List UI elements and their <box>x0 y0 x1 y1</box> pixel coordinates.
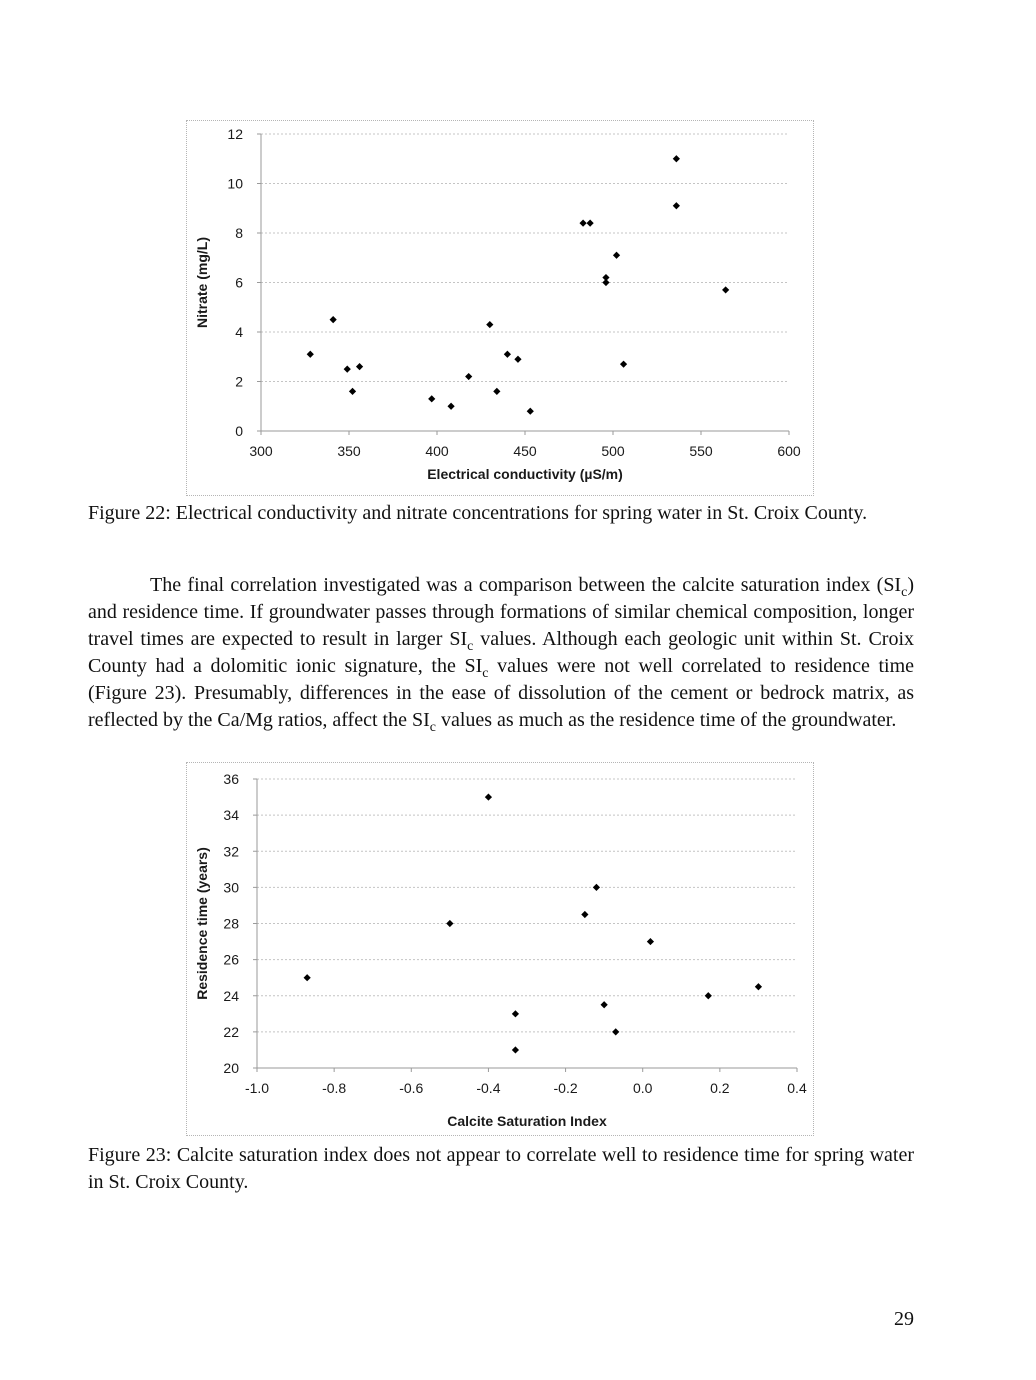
fig23-x-tick-label: 0.2 <box>710 1080 730 1096</box>
fig23-y-tick-label: 28 <box>223 915 239 932</box>
fig23-x-tick-label: 0.0 <box>632 1080 653 1096</box>
fig23-data-point <box>304 974 311 981</box>
fig23-data-point <box>581 911 588 918</box>
fig22-y-tick-label: 2 <box>235 373 243 390</box>
paragraph-text-3: values. Although each geologic unit within St. Croix County had a dolomitic ionic signature, the SI <box>88 628 914 677</box>
fig22-y-tick-label: 8 <box>235 225 243 241</box>
fig22-x-tick-label: 550 <box>689 443 713 459</box>
fig23-data-point <box>512 1010 519 1017</box>
fig23-x-tick-label: -0.8 <box>322 1080 347 1096</box>
fig22-x-tick-label: 350 <box>337 443 361 459</box>
fig22-y-tick-label: 12 <box>227 126 243 142</box>
fig23-y-tick-label: 22 <box>223 1023 239 1040</box>
fig23-x-tick-label: -0.2 <box>553 1080 578 1096</box>
fig22-x-tick-label: 600 <box>777 443 801 459</box>
fig23-y-tick-label: 30 <box>223 879 239 896</box>
fig22-y-tick-label: 10 <box>227 175 243 192</box>
fig22-x-tick-label: 500 <box>601 443 625 459</box>
paragraph-text-1: The final correlation investigated was a comparison between the calcite saturation index (SI <box>150 574 902 596</box>
paragraph-subscript-2: c <box>467 639 474 654</box>
fig23-x-axis-title: Calcite Saturation Index <box>447 1113 607 1129</box>
fig22-x-tick-label: 450 <box>513 443 537 459</box>
fig23-y-tick-label: 36 <box>223 771 239 787</box>
fig23-data-point <box>485 793 492 800</box>
fig23-data-point <box>755 983 762 990</box>
paragraph-text-5: values as much as the residence time of the groundwater. <box>435 709 897 731</box>
fig22-y-tick-label: 0 <box>235 423 243 439</box>
fig23-data-point <box>705 992 712 999</box>
fig22-x-tick-label: 400 <box>425 443 449 459</box>
fig23-data-point <box>593 884 600 891</box>
fig23-y-tick-label: 26 <box>223 951 239 968</box>
paragraph-subscript-4: c <box>429 720 436 735</box>
fig23-y-axis-title: Residence time (years) <box>194 847 210 1000</box>
fig23-data-point <box>601 1001 608 1008</box>
fig22-y-axis-title: Nitrate (mg/L) <box>194 237 210 328</box>
paragraph-text-4: values were not well correlated to residence time (Figure 23). Presumably, differences in the ease of dissolution of the cement or bedrock matrix, as reflected by the Ca/Mg ratios, affect the SI <box>88 655 915 731</box>
fig22-x-tick-label: 300 <box>249 443 273 459</box>
fig23-y-tick-label: 32 <box>223 843 239 860</box>
fig23-data-point <box>612 1028 619 1035</box>
fig23-x-tick-label: 0.4 <box>787 1080 807 1096</box>
fig23-x-tick-label: -0.4 <box>476 1080 501 1096</box>
fig23-data-point <box>647 938 654 945</box>
fig23-x-tick-label: -0.6 <box>399 1080 424 1096</box>
paragraph-text-2: ) and residence time. If groundwater passes through formations of similar chemical composition, longer travel times are expected to result in larger SI <box>88 574 914 650</box>
paragraph-subscript-1: c <box>901 585 908 600</box>
fig23-y-tick-label: 24 <box>223 987 239 1004</box>
paragraph-subscript-3: c <box>482 666 489 681</box>
fig23-y-tick-label: 20 <box>223 1060 239 1076</box>
figure-23-caption: Figure 23: Calcite saturation index does not appear to correlate well to residence time for spring water in St. Croix County. <box>88 1144 914 1193</box>
figure-22-caption: Figure 22: Electrical conductivity and nitrate concentrations for spring water in St. Croix County. <box>88 502 868 524</box>
fig23-data-point <box>512 1046 519 1053</box>
fig22-y-tick-label: 6 <box>235 274 243 291</box>
page-number: 29 <box>894 1308 914 1330</box>
fig23-x-tick-label: -1.0 <box>244 1080 270 1096</box>
fig22-x-axis-title: Electrical conductivity (µS/m) <box>427 466 623 482</box>
fig23-data-point <box>446 920 453 927</box>
fig22-y-tick-label: 4 <box>235 324 243 340</box>
fig23-y-tick-label: 34 <box>223 807 239 824</box>
